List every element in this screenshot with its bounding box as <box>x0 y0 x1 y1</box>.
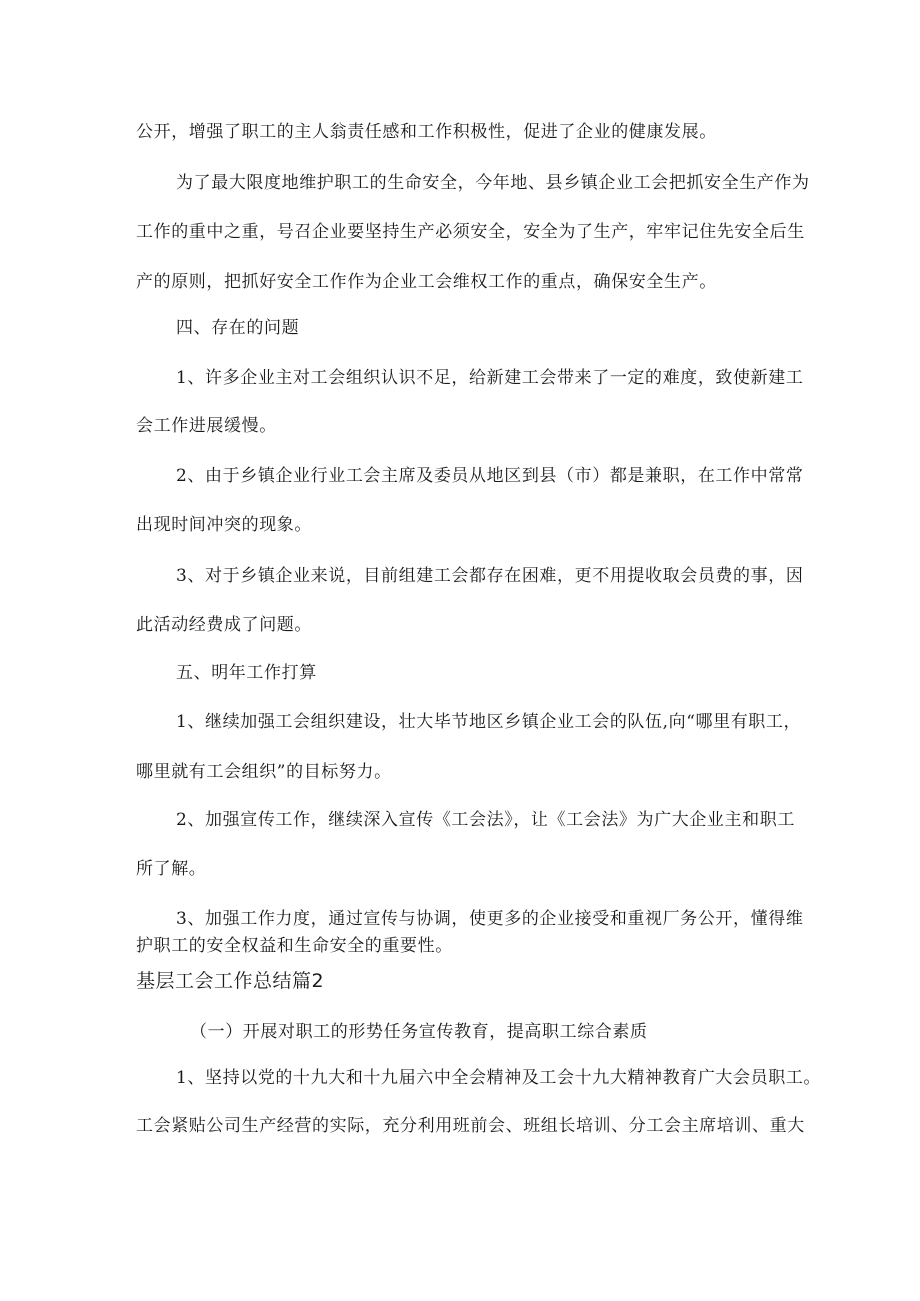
paragraph-line: 工作的重中之重，号召企业要坚持生产必须安全，安全为了生产，牢牢记住先安全后生 <box>136 222 805 242</box>
section-heading: 基层工会工作总结篇2 <box>136 970 325 992</box>
paragraph-line: 会工作进展缓慢。 <box>136 416 277 436</box>
paragraph-line: 1、坚持以党的十九大和十九届六中全会精神及工会十九大精神教育广大会员职工。 <box>176 1068 822 1088</box>
paragraph-line: 1、许多企业主对工会组织认识不足，给新建工会带来了一定的难度，致使新建工 <box>176 368 804 388</box>
paragraph-line: 产的原则，把抓好安全工作作为企业工会维权工作的重点，确保安全生产。 <box>136 272 717 292</box>
section-title: 五、明年工作打算 <box>176 663 317 683</box>
paragraph-line: 3、加强工作力度，通过宣传与协调，使更多的企业接受和重视厂务公开，懂得维 <box>176 909 804 929</box>
paragraph-line: 3、对于乡镇企业来说，目前组建工会都存在困难，更不用提收取会员费的事，因 <box>176 566 804 586</box>
paragraph-line: 2、加强宣传工作，继续深入宣传《工会法》，让《工会法》为广大企业主和职工 <box>176 810 795 830</box>
subsection-title: （一）开展对职工的形势任务宣传教育，提高职工综合素质 <box>190 1022 648 1042</box>
paragraph-line: 出现时间冲突的现象。 <box>136 515 312 535</box>
paragraph-line: 此活动经费成了问题。 <box>136 615 312 635</box>
paragraph-line: 2、由于乡镇企业行业工会主席及委员从地区到县（市）都是兼职，在工作中常常 <box>176 466 804 486</box>
paragraph-line: 所了解。 <box>136 859 207 879</box>
paragraph-line: 公开，增强了职工的主人翁责任感和工作积极性，促进了企业的健康发展。 <box>136 122 717 142</box>
section-title: 四、存在的问题 <box>176 318 300 338</box>
paragraph-line: 1、继续加强工会组织建设，壮大毕节地区乡镇企业工会的队伍,向“哪里有职工， <box>176 712 802 732</box>
paragraph-line: 护职工的安全权益和生命安全的重要性。 <box>136 936 453 956</box>
paragraph-line: 工会紧贴公司生产经营的实际，充分利用班前会、班组长培训、分工会主席培训、重大 <box>136 1116 805 1136</box>
paragraph-line: 哪里就有工会组织”的目标努力。 <box>136 762 392 782</box>
paragraph-line: 为了最大限度地维护职工的生命安全，今年地、县乡镇企业工会把抓安全生产作为 <box>176 173 810 193</box>
